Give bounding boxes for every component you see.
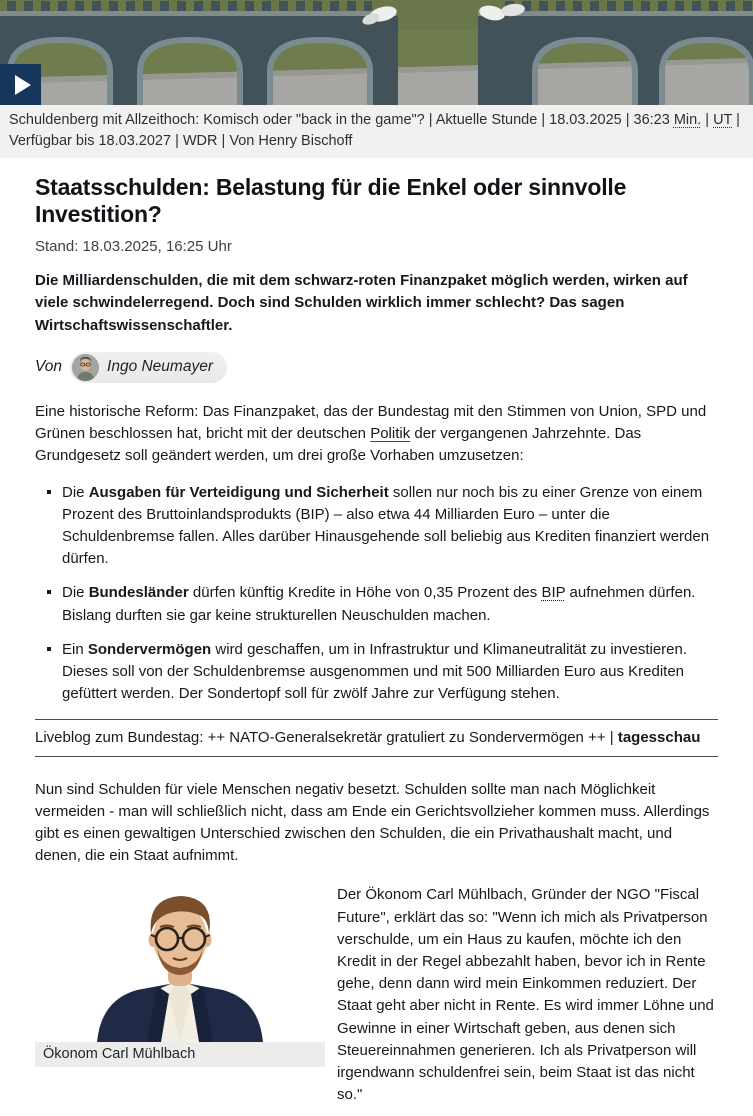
economist-quote: Der Ökonom Carl Mühlbach, Gründer der NGO "Fiscal Future", erklärt das so: "Wenn ich mich als Privatperson verschulde, um ein Haus zu kaufen, möchte ich den Kredit in der Regel abbezahlt haben, bevor ich in Rente gehe, denn dann wird mein Einkommen reduziert. Der Staat geht aber nicht in Rente. Es wird immer Löhne und Gewinne in einer Wirtschaft geben, aus denen sich Steuereinnahmen generieren. Ich als Privatperson will irgendwann schuldenfrei sein, beim Staat ist das nicht so.": [337, 886, 714, 1104]
bullet-text: Ein: [62, 640, 88, 658]
portrait-figure: [35, 882, 325, 1106]
video-caption-text: Schuldenberg mit Allzeithoch: Komisch oder "back in the game"? | Aktuelle Stunde | 18.03.2025 | 36:23: [9, 112, 674, 128]
abbr-minutes: Min.: [673, 112, 702, 128]
bullet-text: Die: [62, 484, 89, 502]
liveblog-text: Liveblog zum Bundestag: ++ NATO-Generalsekretär gratuliert zu Sondervermögen ++ |: [35, 728, 618, 746]
media-quote-section: [35, 882, 718, 1106]
author-link[interactable]: [70, 352, 227, 383]
author-name: Ingo Neumayer: [107, 358, 213, 376]
portrait-photo: [35, 882, 325, 1042]
play-button[interactable]: [0, 64, 41, 105]
page-title: Staatsschulden: Belastung für die Enkel oder sinnvolle Investition?: [35, 174, 627, 228]
bullet-text: sollen nur noch bis zu einer Grenze von einem Prozent des Bruttoinlandsprodukts (BIP) – also etwa 44 Milliarden Euro – unter die Schuldenbremse fallen. Alles darüber Hinausgehende soll beliebig aus Krediten finanziert werden dürfen.: [62, 484, 710, 568]
paragraph-text-2: der vergangenen Jahrzehnte. Das Grundgesetz soll geändert werden, um drei große Vorhaben umzusetzen:: [35, 424, 642, 465]
author-avatar: [72, 354, 99, 381]
video-caption-separator: |: [701, 112, 714, 128]
list-item-sondervermoegen: [62, 639, 718, 705]
paragraph-reform: [35, 401, 718, 468]
paragraph-text: Eine historische Reform: Das Finanzpaket, das der Bundestag mit den Stimmen von Union, SPD und Grünen beschlossen hat, bricht mit der deutschen: [35, 402, 707, 442]
bullet-bold: Ausgaben für Verteidigung und Sicherheit: [88, 484, 389, 502]
portrait-caption: Ökonom Carl Mühlbach: [35, 1042, 325, 1067]
bullet-bold: Sondervermögen: [87, 640, 212, 658]
bullet-text: aufnehmen dürfen. Bislang durften sie gar keine strukturellen Neuschulden machen.: [62, 584, 696, 624]
liveblog-teaser-link[interactable]: [35, 719, 718, 757]
article-intro: Die Milliardenschulden, die mit dem schwarz-roten Finanzpaket möglich werden, wirken auf viele schwindelerregend. Doch sind Schulden wirklich immer schlecht? Das sagen Wirtschaftswissenschaftler.: [35, 272, 688, 334]
liveblog-brand: tagesschau: [617, 728, 701, 746]
list-item-bundeslaender: [62, 582, 718, 626]
article-timestamp: Stand: 18.03.2025, 16:25 Uhr: [35, 238, 232, 256]
article-body: [0, 158, 753, 1106]
bullet-text: wird geschaffen, um in Infrastruktur und Klimaneutralität zu investieren. Dieses soll von der Schuldenbremse ausgenommen und mit 500 Milliarden Euro aus Krediten gefüttert werden. Der Sondertopf soll für zwölf Jahre zur Verfügung stehen.: [62, 640, 688, 702]
play-icon: [15, 75, 31, 95]
list-item-verteidigung: [62, 482, 718, 570]
abbr-bip: BIP: [541, 584, 566, 602]
abbr-subtitles: UT: [713, 112, 733, 128]
politik-link[interactable]: Politik: [370, 424, 411, 442]
video-caption-text-2: | Verfügbar bis 18.03.2027 | WDR | Von Henry Bischoff: [9, 112, 740, 149]
author-row: [35, 352, 718, 383]
video-caption: [0, 105, 753, 158]
video-thumbnail-bridge-illustration: [0, 0, 753, 105]
bullet-text: dürfen künftig Kredite in Höhe von 0,35 Prozent des: [188, 584, 542, 602]
bullet-bold: Bundesländer: [88, 584, 189, 602]
bullet-text: Die: [62, 584, 89, 602]
author-prefix: Von: [35, 358, 63, 376]
key-points-list: [35, 482, 718, 704]
video-player[interactable]: [0, 0, 753, 105]
paragraph-schulden: Nun sind Schulden für viele Menschen negativ besetzt. Schulden sollte man nach Möglichkeit vermeiden - man will schließlich nicht, dass am Ende ein Gerichtsvollzieher kommen muss. Allerdings gibt es einen gewaltigen Unterschied zwischen den Schulden, die ein Privathaushalt macht, und denen, die ein Staat aufnimmt.: [35, 780, 710, 865]
